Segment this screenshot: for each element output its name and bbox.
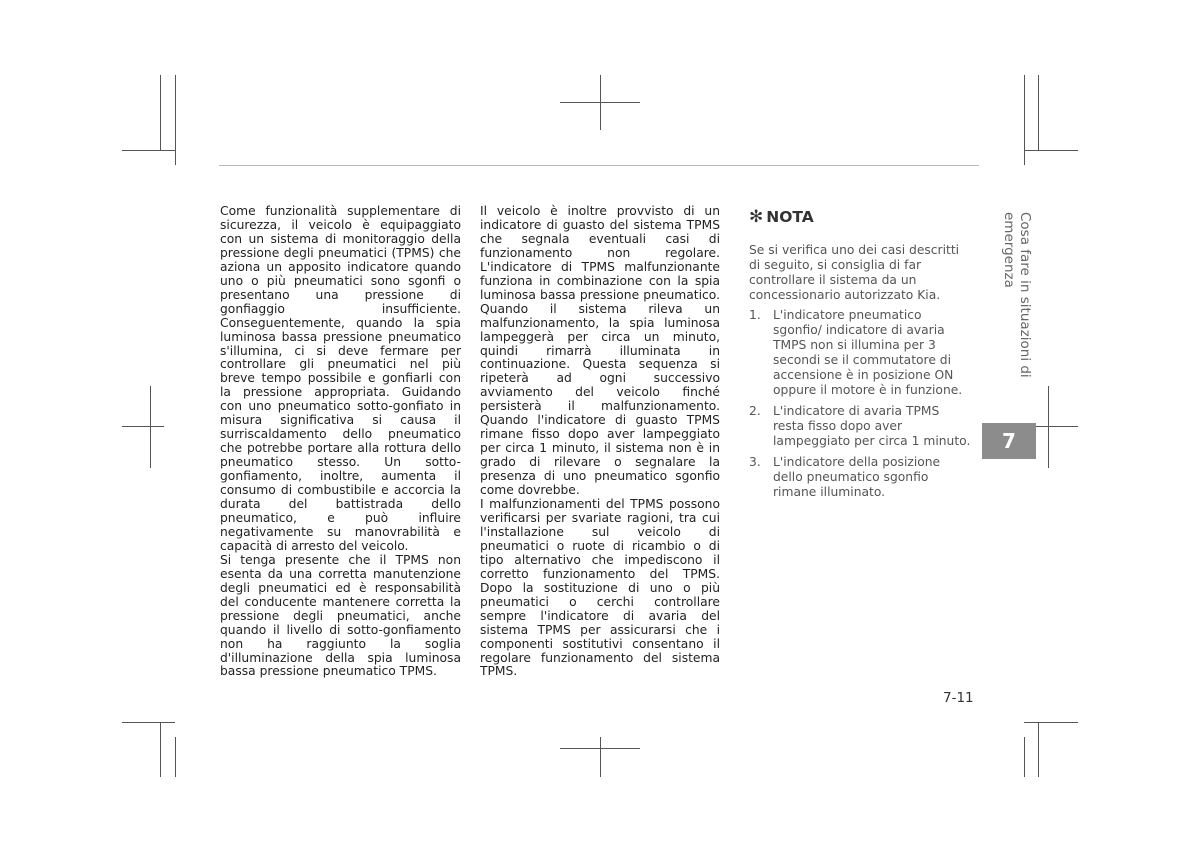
crop-mark [1038,722,1039,777]
registration-mark [600,737,601,777]
registration-mark [122,426,164,427]
list-number: 1. [749,308,761,322]
chapter-label: Cosa fare in situazioni di emergenza [1001,212,1033,378]
text-column-2 [480,205,720,679]
chapter-number-badge: 7 [982,423,1036,459]
crop-mark [175,75,176,165]
crop-mark [1024,75,1025,165]
list-item [749,404,971,449]
nota-box [749,208,971,506]
crop-mark [160,722,161,777]
list-text: L'indicatore pneumatico sgonfio/ indicatore di avaria TMPS non si illumina per 3 secondi se il commutatore di accensione è in posizione ON oppure il motore è in funzione. [773,308,963,397]
list-item [749,308,971,398]
crop-mark [175,737,176,777]
crop-mark [1024,722,1078,723]
nota-heading [749,208,971,226]
paragraph: I malfunzionamenti del TPMS possono verificarsi per svariate ragioni, tra cui l'installazione sul veicolo di pneumatici o ruote di ricambio o di tipo alternativo che impediscono il corretto funzionamento del TPMS. Dopo la sostituzione di uno o più pneumatici o cerchi controllare sempre l'indicatore di avaria del sistema TPMS per assicurarsi che i componenti sostitutivi consentano il regolare funzionamento del sistema TPMS. [480,497,720,679]
nota-list [749,308,971,500]
page-number: 7-11 [943,690,974,706]
crop-mark [122,150,175,151]
nota-title: NOTA [766,208,814,226]
nota-intro: Se si verifica uno dei casi descritti di seguito, si consiglia di far controllare il sistema da un concessionario autorizzato Kia. [749,243,960,302]
registration-mark [1048,386,1049,468]
crop-mark [1038,75,1039,150]
list-number: 2. [749,404,761,418]
list-number: 3. [749,455,761,469]
registration-mark [1036,426,1078,427]
list-item [749,455,971,500]
list-text: L'indicatore di avaria TPMS resta fisso dopo aver lampeggiato per circa 1 minuto. [773,404,971,448]
paragraph: Il veicolo è inoltre provvisto di un indicatore di guasto del sistema TPMS che segnala eventuali casi di funzionamento non regolare. L'indicatore di TPMS malfunzionante funziona in combinazione con la spia luminosa bassa pressione pneumatico. Quando il sistema rileva un malfunzionamento, la spia luminosa lampeggerà per circa un minuto, quindi rimarrà illuminata in continuazione. Questa sequenza si ripeterà ad ogni successivo avviamento del veicolo finché persisterà il malfunzionamento. Quando l'indicatore di guasto TPMS rimane fisso dopo aver lampeggiato per circa 1 minuto, il sistema non è in grado di rilevare o segnalare la presenza di uno pneumatico sgonfio come dovrebbe. [480,204,720,498]
crop-mark [122,722,175,723]
text-column-1 [220,205,461,679]
crop-mark [1024,150,1078,151]
paragraph: Come funzionalità supplementare di sicurezza, il veicolo è equipaggiato con un sistema di monitoraggio della pressione degli pneumatici (TPMS) che aziona un apposito indicatore quando uno o più pneumatici sono sgonfi o presentano una pressione di gonfiaggio insufficiente. Conseguentemente, quando la spia luminosa bassa pressione pneumatico s'illumina, ci si deve fermare per controllare gli pneumatici nel più breve tempo possibile e gonfiarli con la pressione appropriata. Guidando con uno pneumatico sotto-gonfiato in misura significativa si causa il surriscaldamento dello pneumatico che potrebbe portare alla rottura dello pneumatico stesso. Un sotto-gonfiamento, inoltre, aumenta il consumo di combustibile e accorcia la durata del battistrada dello pneumatico, e può influire negativamente su manovrabilità e capacità di arresto del veicolo. [220,204,461,553]
asterisk-icon: ✻ [749,206,764,227]
paragraph: Si tenga presente che il TPMS non esenta da una corretta manutenzione degli pneumatici ed è responsabilità del conducente mantenere corretta la pressione degli pneumatici, anche quando il livello di sotto-gonfiamento non ha raggiunto la soglia d'illuminazione della spia luminosa bassa pressione pneumatico TPMS. [220,552,461,679]
registration-mark [150,386,151,468]
registration-mark [600,75,601,130]
header-rule [219,165,979,166]
list-text: L'indicatore della posizione dello pneumatico sgonfio rimane illuminato. [773,455,941,499]
crop-mark [1024,737,1025,777]
crop-mark [160,75,161,150]
